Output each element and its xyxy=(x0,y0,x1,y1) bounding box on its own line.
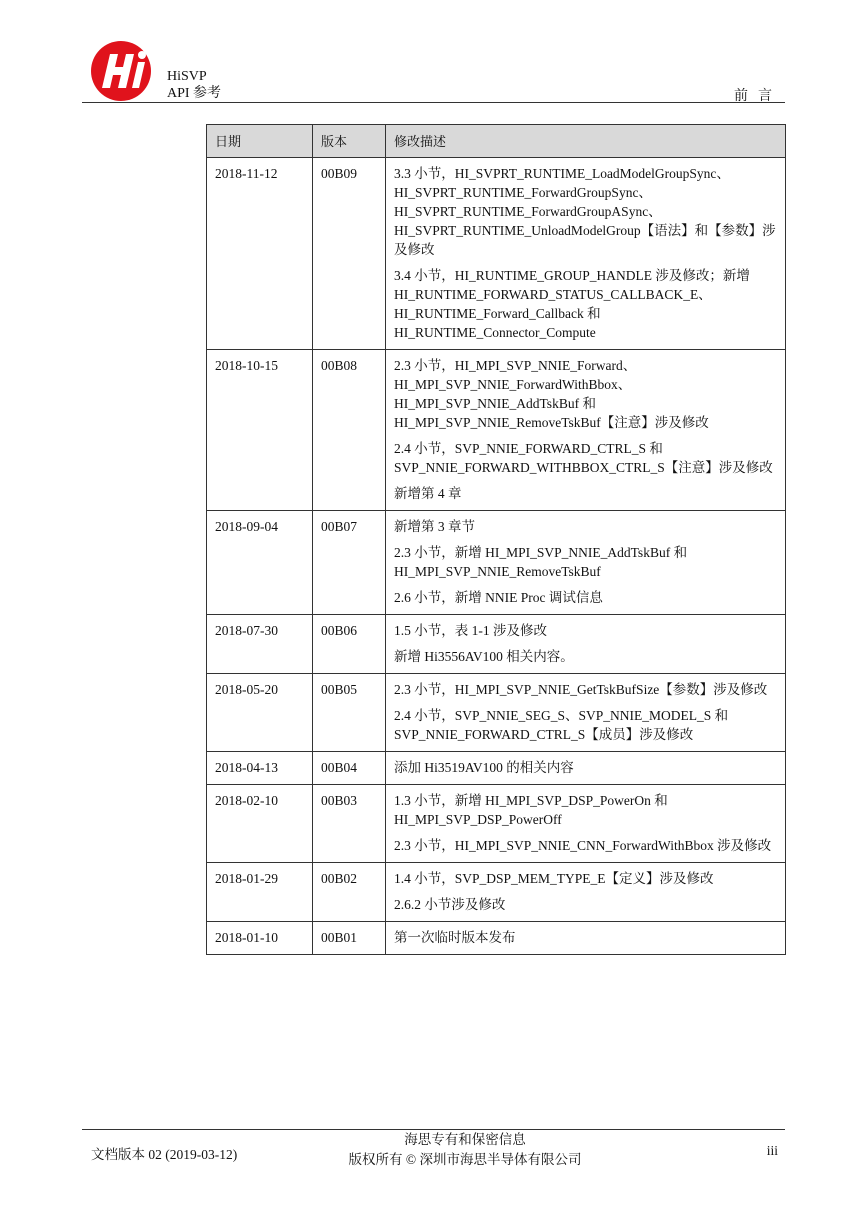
description-paragraph: 新增第 4 章 xyxy=(394,486,462,501)
description-cell xyxy=(386,350,786,511)
date-cell: 2018-02-10 xyxy=(207,785,313,863)
table-row xyxy=(207,752,786,785)
header-brand xyxy=(167,68,221,102)
version-cell: 00B05 xyxy=(313,674,386,752)
description-paragraph: 2.3 小节，HI_MPI_SVP_NNIE_CNN_ForwardWithBbox 涉及修改 xyxy=(394,838,772,853)
column-header-description: 修改描述 xyxy=(386,125,786,158)
date-cell: 2018-10-15 xyxy=(207,350,313,511)
description-cell xyxy=(386,752,786,785)
hisilicon-logo-icon xyxy=(90,40,152,102)
description-paragraph: 新增 Hi3556AV100 相关内容。 xyxy=(394,649,574,664)
table-body xyxy=(207,158,786,955)
version-cell: 00B04 xyxy=(313,752,386,785)
description-paragraph: 第一次临时版本发布 xyxy=(394,930,516,945)
description-paragraph: 1.4 小节，SVP_DSP_MEM_TYPE_E【定义】涉及修改 xyxy=(394,871,714,886)
table-header-row xyxy=(207,125,786,158)
version-cell: 00B06 xyxy=(313,615,386,674)
version-cell: 00B09 xyxy=(313,158,386,350)
doc-version: 文档版本 02 (2019-03-12) xyxy=(91,1147,238,1162)
description-paragraph: 2.3 小节，新增 HI_MPI_SVP_NNIE_AddTskBuf 和 HI_MPI_SVP_NNIE_RemoveTskBuf xyxy=(394,545,688,579)
description-paragraph: 2.6.2 小节涉及修改 xyxy=(394,897,506,912)
description-paragraph: 3.3 小节，HI_SVPRT_RUNTIME_LoadModelGroupSync、HI_SVPRT_RUNTIME_ForwardGroupSync、HI_SVPRT_RUNTIME_ForwardGroupASync、HI_SVPRT_RUNTIME_UnloadModelGroup【语法】和【参数】涉及修改 xyxy=(394,166,776,257)
product-name: HiSVP xyxy=(167,69,207,84)
table-row xyxy=(207,158,786,350)
description-cell xyxy=(386,863,786,922)
description-paragraph: 1.5 小节，表 1-1 涉及修改 xyxy=(394,623,547,638)
date-cell: 2018-11-12 xyxy=(207,158,313,350)
table-row xyxy=(207,511,786,615)
date-cell: 2018-09-04 xyxy=(207,511,313,615)
description-cell xyxy=(386,615,786,674)
table-row xyxy=(207,785,786,863)
copyright-notice: 版权所有 © 深圳市海思半导体有限公司 xyxy=(348,1152,582,1167)
description-cell xyxy=(386,922,786,955)
description-paragraph: 添加 Hi3519AV100 的相关内容 xyxy=(394,760,574,775)
description-paragraph: 2.4 小节，SVP_NNIE_SEG_S、SVP_NNIE_MODEL_S 和 SVP_NNIE_FORWARD_CTRL_S【成员】涉及修改 xyxy=(394,708,729,742)
column-header-date: 日期 xyxy=(207,125,313,158)
description-paragraph: 2.3 小节，HI_MPI_SVP_NNIE_Forward、HI_MPI_SVP_NNIE_ForwardWithBbox、HI_MPI_SVP_NNIE_AddTskBuf 和 HI_MPI_SVP_NNIE_RemoveTskBuf【注意】涉及修改 xyxy=(394,358,709,430)
version-cell: 00B08 xyxy=(313,350,386,511)
description-paragraph: 3.4 小节，HI_RUNTIME_GROUP_HANDLE 涉及修改；新增 HI_RUNTIME_FORWARD_STATUS_CALLBACK_E、HI_RUNTIME_Forward_Callback 和 HI_RUNTIME_Connector_Compute xyxy=(394,268,750,340)
confidential-notice: 海思专有和保密信息 xyxy=(404,1132,526,1147)
footer-center xyxy=(300,1130,630,1170)
table-row xyxy=(207,674,786,752)
table-row xyxy=(207,615,786,674)
date-cell: 2018-07-30 xyxy=(207,615,313,674)
version-cell: 00B07 xyxy=(313,511,386,615)
description-cell xyxy=(386,674,786,752)
description-cell xyxy=(386,785,786,863)
doc-type: API 参考 xyxy=(167,86,222,101)
version-cell: 00B02 xyxy=(313,863,386,922)
description-paragraph: 2.4 小节，SVP_NNIE_FORWARD_CTRL_S 和 SVP_NNIE_FORWARD_WITHBBOX_CTRL_S【注意】涉及修改 xyxy=(394,441,773,475)
date-cell: 2018-05-20 xyxy=(207,674,313,752)
header-divider xyxy=(82,102,785,103)
description-paragraph: 2.6 小节，新增 NNIE Proc 调试信息 xyxy=(394,590,603,605)
table-row xyxy=(207,863,786,922)
description-paragraph: 1.3 小节，新增 HI_MPI_SVP_DSP_PowerOn 和 HI_MPI_SVP_DSP_PowerOff xyxy=(394,793,668,827)
table-row xyxy=(207,350,786,511)
description-paragraph: 新增第 3 章节 xyxy=(394,519,475,534)
description-paragraph: 2.3 小节，HI_MPI_SVP_NNIE_GetTskBufSize【参数】涉及修改 xyxy=(394,682,768,697)
page-number: iii xyxy=(766,1143,778,1158)
revision-history-table xyxy=(206,124,786,955)
section-title: 前言 xyxy=(734,89,782,104)
date-cell: 2018-01-10 xyxy=(207,922,313,955)
date-cell: 2018-01-29 xyxy=(207,863,313,922)
version-cell: 00B03 xyxy=(313,785,386,863)
description-cell xyxy=(386,158,786,350)
date-cell: 2018-04-13 xyxy=(207,752,313,785)
description-cell xyxy=(386,511,786,615)
column-header-version: 版本 xyxy=(313,125,386,158)
version-cell: 00B01 xyxy=(313,922,386,955)
table-row xyxy=(207,922,786,955)
